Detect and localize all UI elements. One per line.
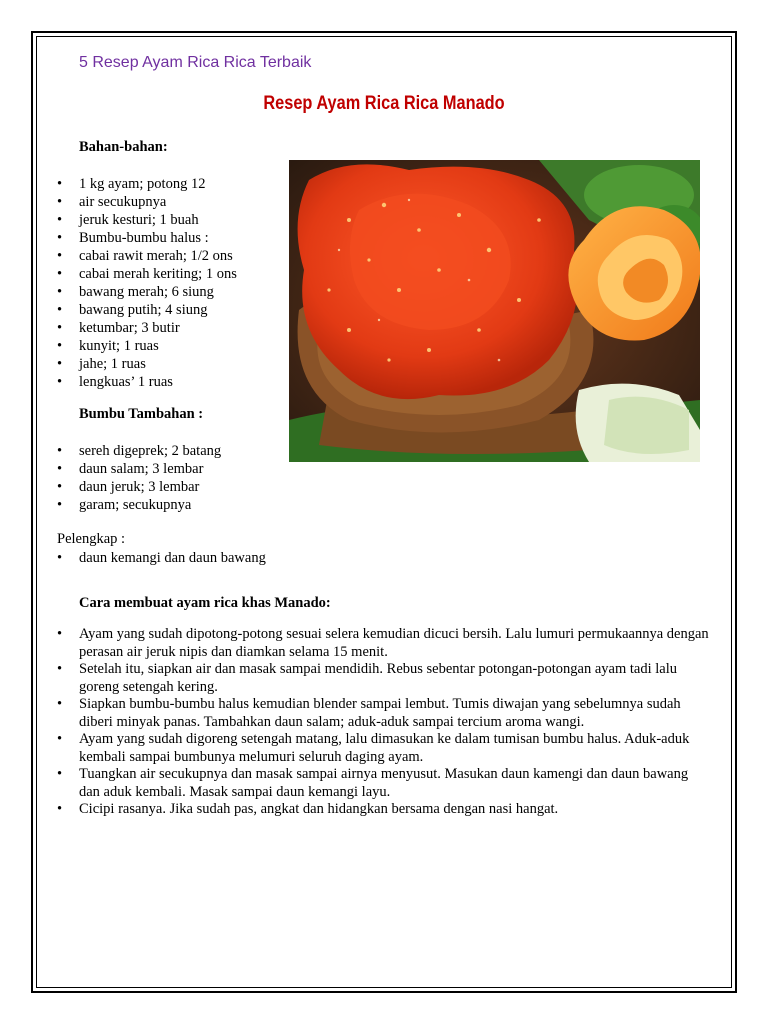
list-item: • 1 kg ayam; potong 12 — [0, 175, 237, 193]
recipe-title: Resep Ayam Rica Rica Manado — [263, 93, 505, 114]
document-title: 5 Resep Ayam Rica Rica Terbaik — [79, 54, 312, 71]
food-photo — [289, 160, 700, 462]
extra-spices-heading: Bumbu Tambahan : — [79, 406, 204, 422]
ingredients-heading: Bahan-bahan: — [79, 139, 168, 155]
list-item: • lengkuas’ 1 ruas — [0, 373, 237, 391]
list-item: • kunyit; 1 ruas — [0, 337, 237, 355]
method-step: • Cicipi rasanya. Jika sudah pas, angkat dan hidangkan bersama dengan nasi hangat. — [0, 801, 710, 819]
extra-spices-list — [0, 442, 221, 514]
list-item: • daun salam; 3 lembar — [0, 460, 221, 478]
list-item: • ketumbar; 3 butir — [0, 319, 237, 337]
method-step: • Ayam yang sudah digoreng setengah matang, lalu dimasukan ke dalam tumisan bumbu halus. Aduk-aduk kembali sampai bumbunya melumuri seluruh daging ayam. — [0, 731, 710, 766]
complement-heading: Pelengkap : — [57, 531, 126, 547]
list-item: • Bumbu-bumbu halus : — [0, 229, 237, 247]
list-item: • jahe; 1 ruas — [0, 355, 237, 373]
list-item: • cabai rawit merah; 1/2 ons — [0, 247, 237, 265]
list-item: • bawang putih; 4 siung — [0, 301, 237, 319]
method-step: • Setelah itu, siapkan air dan masak sampai mendidih. Rebus sebentar potongan-potongan ayam tadi lalu goreng setengah kering. — [0, 661, 710, 696]
ingredients-list — [0, 175, 237, 391]
ayam-rica-photo-illustration — [289, 160, 700, 462]
method-step: • Ayam yang sudah dipotong-potong sesuai selera kemudian dicuci bersih. Lalu lumuri permukaannya dengan perasan air jeruk nipis dan diamkan selama 15 menit. — [0, 626, 710, 661]
list-item: • bawang merah; 6 siung — [0, 283, 237, 301]
complement-list — [0, 549, 266, 567]
method-heading: Cara membuat ayam rica khas Manado: — [79, 595, 331, 611]
method-step: • Tuangkan air secukupnya dan masak sampai airnya menyusut. Masukan daun kamengi dan daun bawang dan aduk kembali. Masak sampai daun kemangi layu. — [0, 766, 710, 801]
list-item: • cabai merah keriting; 1 ons — [0, 265, 237, 283]
list-item: • air secukupnya — [0, 193, 237, 211]
list-item: • garam; secukupnya — [0, 496, 221, 514]
list-item: • jeruk kesturi; 1 buah — [0, 211, 237, 229]
list-item: • daun kemangi dan daun bawang — [0, 549, 266, 567]
list-item: • sereh digeprek; 2 batang — [0, 442, 221, 460]
method-step: • Siapkan bumbu-bumbu halus kemudian blender sampai lembut. Tumis diwajan yang sebelumnya sudah diberi minyak panas. Tambahkan daun salam; aduk-aduk sampai tercium aroma wangi. — [0, 696, 710, 731]
list-item: • daun jeruk; 3 lembar — [0, 478, 221, 496]
method-steps-list — [0, 626, 710, 819]
